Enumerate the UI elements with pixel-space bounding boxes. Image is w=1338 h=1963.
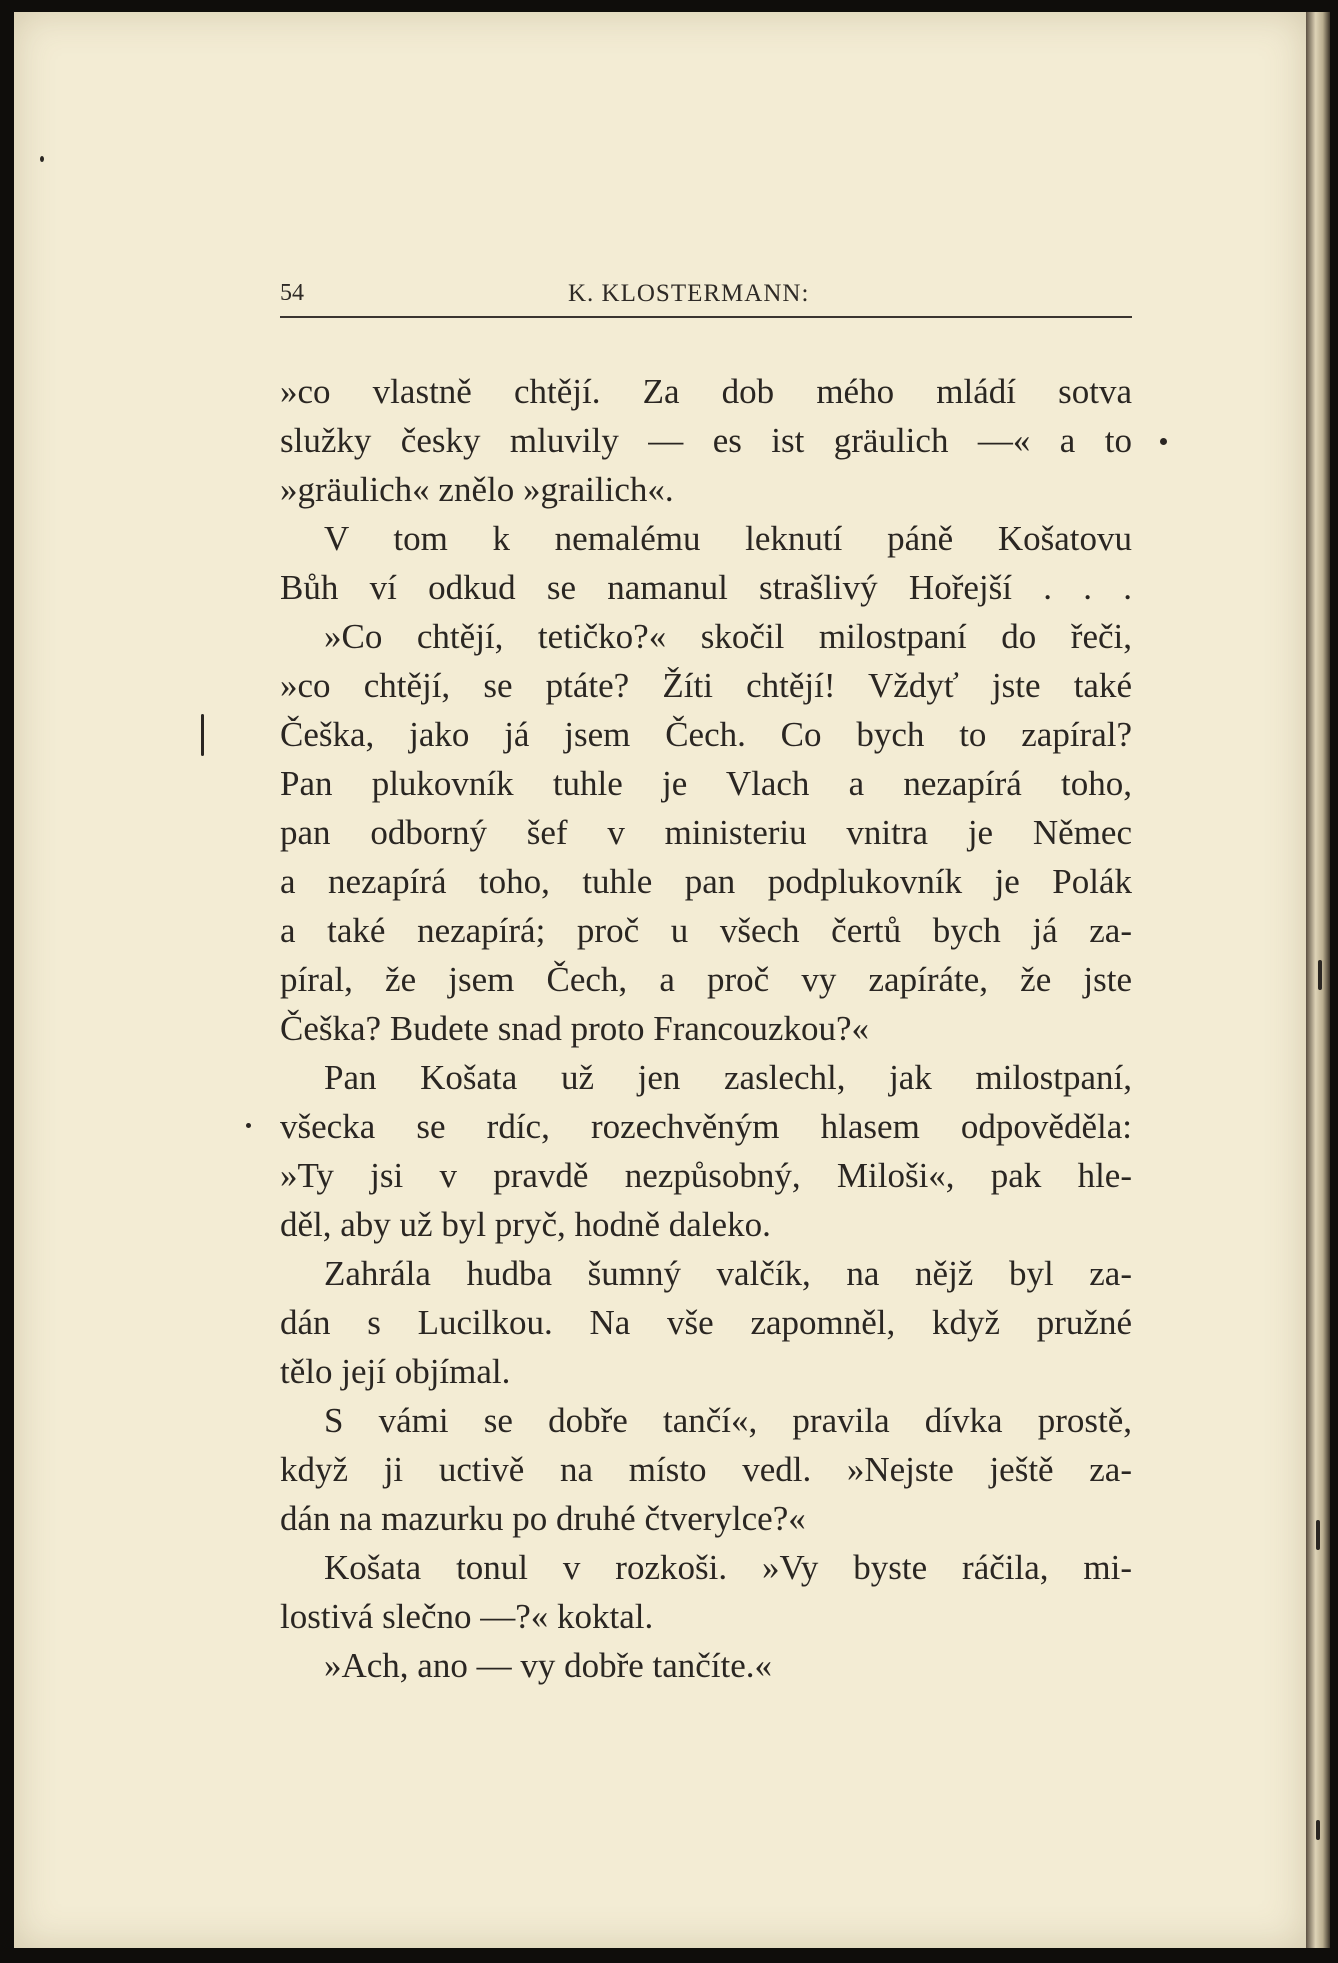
margin-mark bbox=[1316, 1520, 1320, 1550]
margin-mark bbox=[1316, 1820, 1320, 1840]
text-line: děl, aby už byl pryč, hodně daleko. bbox=[280, 1205, 771, 1244]
text-line: S vámi se dobře tančí«, pravila dívka prostě, bbox=[324, 1401, 1132, 1440]
text-line: a nezapírá toho, tuhle pan podplukovník je Polák bbox=[280, 862, 1132, 901]
text-line: a také nezapírá; proč u všech čertů bych já za- bbox=[280, 911, 1132, 950]
text-line: Zahrála hudba šumný valčík, na nějž byl za- bbox=[324, 1254, 1132, 1293]
text-line: lostivá slečno —?« koktal. bbox=[280, 1597, 654, 1636]
text-line: dán na mazurku po druhé čtverylce?« bbox=[280, 1499, 806, 1538]
text-line: »co chtějí, se ptáte? Žíti chtějí! Vždyť jste také bbox=[280, 666, 1132, 705]
text-line: V tom k nemalému leknutí páně Košatovu bbox=[324, 519, 1132, 558]
running-head: K. KLOSTERMANN: bbox=[568, 280, 810, 307]
text-line: všecka se rdíc, rozechvěným hlasem odpověděla: bbox=[280, 1107, 1132, 1146]
text-line: služky česky mluvily — es ist gräulich —« a to bbox=[280, 421, 1132, 460]
text-line: když ji uctivě na místo vedl. »Nejste ještě za- bbox=[280, 1450, 1132, 1489]
text-line: »Co chtějí, tetičko?« skočil milostpaní do řeči, bbox=[324, 617, 1132, 656]
text-line: Češka? Budete snad proto Francouzkou?« bbox=[280, 1009, 870, 1048]
text-line: Češka, jako já jsem Čech. Co bych to zapíral? bbox=[280, 715, 1132, 754]
margin-mark bbox=[201, 714, 204, 756]
margin-mark bbox=[246, 1123, 251, 1128]
page-header bbox=[280, 276, 1132, 318]
margin-mark bbox=[1160, 438, 1167, 445]
text-line: dán s Lucilkou. Na vše zapomněl, když pružné bbox=[280, 1303, 1132, 1342]
text-line: Pan Košata už jen zaslechl, jak milostpaní, bbox=[324, 1058, 1132, 1097]
margin-mark bbox=[1318, 960, 1322, 990]
margin-mark bbox=[40, 156, 44, 162]
text-line: tělo její objímal. bbox=[280, 1352, 511, 1391]
text-line: »Ach, ano — vy dobře tančíte.« bbox=[324, 1646, 773, 1685]
text-line: pan odborný šef v ministeriu vnitra je Němec bbox=[280, 813, 1132, 852]
text-line: píral, že jsem Čech, a proč vy zapíráte, že jste bbox=[280, 960, 1132, 999]
body-text bbox=[280, 367, 1132, 1690]
text-line: Pan plukovník tuhle je Vlach a nezapírá toho, bbox=[280, 764, 1132, 803]
text-line: »gräulich« znělo »grailich«. bbox=[280, 470, 674, 509]
text-line: Košata tonul v rozkoši. »Vy byste ráčila, mi- bbox=[324, 1548, 1132, 1587]
text-line: »co vlastně chtějí. Za dob mého mládí sotva bbox=[280, 372, 1132, 411]
text-line: Bůh ví odkud se namanul strašlivý Hořejší . . . bbox=[280, 568, 1132, 607]
text-line: »Ty jsi v pravdě nezpůsobný, Miloši«, pak hle- bbox=[280, 1156, 1132, 1195]
page-number: 54 bbox=[280, 280, 304, 306]
